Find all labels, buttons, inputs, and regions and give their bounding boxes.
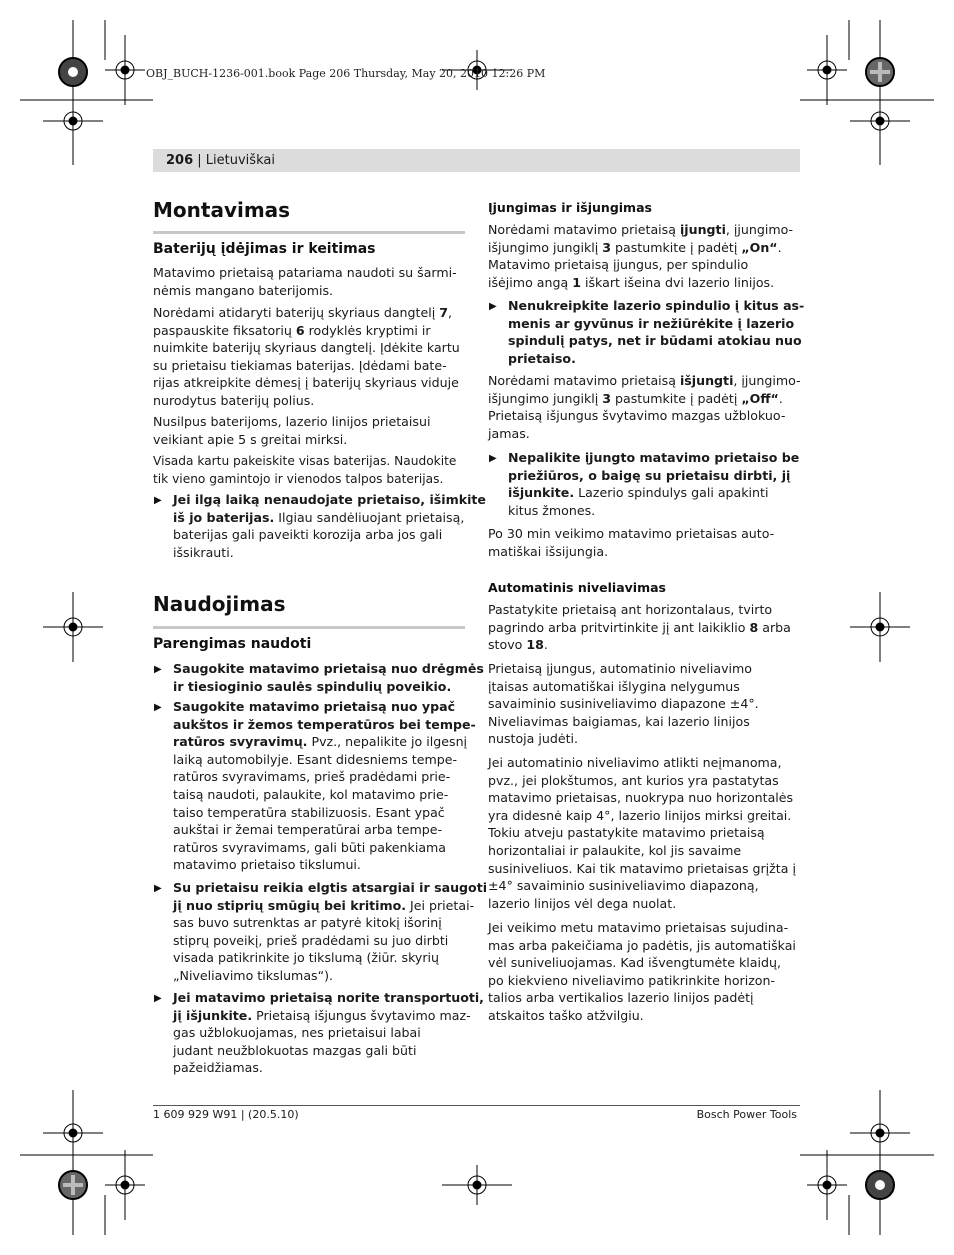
text-line: laiką automobilyje. Esant didesniems tempe- xyxy=(173,751,457,767)
text-line: ratūros svyravimams, prieš pradėdami prie- xyxy=(173,769,451,785)
bullet-arrow-icon: ▶ xyxy=(154,883,162,894)
text-line: yra didesnė kaip 4°, lazerio linijos mirksi greitai. xyxy=(488,807,792,823)
footer-doc-number: 1 609 929 W91 | (20.5.10) xyxy=(153,1108,299,1121)
bullet-transport xyxy=(153,989,484,1077)
text-line: nustoja judėti. xyxy=(488,731,579,747)
text-line: išjungimo jungiklį 3 pastumkite į padėtį „Off“. xyxy=(488,390,783,406)
bullet-arrow-icon: ▶ xyxy=(154,702,162,713)
text-line: kitus žmones. xyxy=(508,502,596,518)
text-line: baterijas gali paveikti korozija arba jos gali xyxy=(173,527,443,543)
text-line: savaiminio susiniveliavimo diapazone ±4°. xyxy=(488,696,759,712)
heading-parengimas xyxy=(153,636,465,652)
page-number: 206 xyxy=(166,153,194,168)
paragraph-auto-off xyxy=(488,525,800,560)
text-line: nėmis mangano baterijomis. xyxy=(153,282,334,298)
text-line: po kiekvieno niveliavimo patikrinkite horizon- xyxy=(488,972,776,988)
text-line: rijas atkreipkite dėmesį į baterijų skyriaus viduje xyxy=(153,375,459,391)
text-line: Prietaisą išjungus švytavimo mazgas užblokuo- xyxy=(488,408,786,424)
paragraph-battery-replace xyxy=(153,453,465,488)
print-info: OBJ_BUCH-1236-001.book Page 206 Thursday, May 20, 2010 12:26 PM xyxy=(146,67,546,80)
text-line: gas užblokuojamas, nes prietaisui labai xyxy=(173,1025,421,1041)
text-line: Jei matavimo prietaisą norite transportuoti, xyxy=(173,990,484,1005)
text-line: aukštai ir žemai temperatūrai arba tempe- xyxy=(173,822,442,838)
text-line: pagrindo arba pritvirtinkite jį ant laikiklio 8 arba xyxy=(488,619,791,635)
text-line: Jei veikimo metu matavimo prietaisas sujudina- xyxy=(488,920,789,935)
bullet-temperature xyxy=(153,698,476,874)
text-line: lazerio linijos vėl dega nuolat. xyxy=(488,895,677,911)
text-line: išjungimo jungiklį 3 pastumkite į padėtį „On“. xyxy=(488,239,782,255)
text-line: pažeidžiamas. xyxy=(173,1060,263,1076)
heading-parengimas-text: Parengimas naudoti xyxy=(153,636,312,652)
text-line: jį nuo stiprių smūgių bei kritimo. Jei prietai- xyxy=(173,897,475,913)
text-line: sas buvo sutrenktas ar patyrė kitokį išorinį xyxy=(173,915,442,931)
text-line: paspauskite fiksatorių 6 rodyklės kryptimi ir xyxy=(153,322,431,338)
text-line: Su prietaisu reikia elgtis atsargiai ir saugoti xyxy=(173,880,488,895)
text-line: Pastatykite prietaisą ant horizontalaus, tvirto xyxy=(488,602,773,617)
page-header-text: 206 | Lietuviškai xyxy=(166,153,275,168)
heading-rule xyxy=(153,231,465,234)
bullet-laser-warning xyxy=(488,297,805,367)
paragraph-level-fail xyxy=(488,754,800,912)
bullet-arrow-icon: ▶ xyxy=(489,301,497,312)
text-line: pvz., jei plokštumos, ant kurios yra pastatytas xyxy=(488,772,779,788)
text-line: Saugokite matavimo prietaisą nuo ypač xyxy=(173,699,456,714)
text-line: veikiant apie 5 s greitai mirksi. xyxy=(153,431,348,447)
text-line: judant neužblokuotas mazgas gali būti xyxy=(173,1042,417,1058)
text-line: susiniveliuos. Kai tik matavimo prietaisas grįžta į xyxy=(488,860,796,876)
text-line: Matavimo prietaisą įjungus, per spindulio xyxy=(488,257,749,273)
paragraph-battery-low xyxy=(153,413,465,448)
text-line: menis ar gyvūnus ir nežiūrėkite į lazerio xyxy=(508,315,795,331)
text-line: tik vieno gamintojo ir vienodos talpos baterijas. xyxy=(153,471,444,486)
paragraph-battery-type xyxy=(153,264,465,299)
paragraph-switch-on xyxy=(488,221,800,291)
text-line: nuimkite baterijų skyriaus dangtelį. Įdėkite kartu xyxy=(153,340,460,356)
text-line: horizontaliai ir palaukite, kol jis savaime xyxy=(488,842,742,858)
text-line: Matavimo prietaisą patariama naudoti su šarmi- xyxy=(153,265,457,280)
paragraph-placement xyxy=(488,601,800,654)
text-line: Nusilpus baterijoms, lazerio linijos prietaisui xyxy=(153,414,431,429)
text-line: jamas. xyxy=(488,425,530,441)
text-line: matavimo prietaiso tikslumui. xyxy=(173,857,361,873)
bullet-unattended xyxy=(488,449,800,519)
paragraph-auto-level xyxy=(488,660,800,748)
text-line: Visada kartu pakeiskite visas baterijas. Naudokite xyxy=(153,454,457,468)
text-line: stiprų poveikį, prieš pradėdami su juo dirbti xyxy=(173,932,449,948)
heading-rule xyxy=(153,626,465,629)
text-line: jį išjunkite. Prietaisą išjungus švytavimo maz- xyxy=(173,1007,471,1023)
paragraph-relevel xyxy=(488,919,800,1025)
text-line: Norėdami matavimo prietaisą išjungti, įjungimo- xyxy=(488,373,801,388)
bullet-handle-carefully xyxy=(153,879,488,985)
text-line: atskaitos taško atžvilgiu. xyxy=(488,1007,644,1023)
text-line: mas arba pakeičiama jo padėtis, jis automatiškai xyxy=(488,937,796,953)
heading-ijungimas: Įjungimas ir išjungimas xyxy=(488,200,652,215)
text-line: išsikrauti. xyxy=(173,544,234,560)
section-language: Lietuviškai xyxy=(205,153,275,168)
text-line: stovo 18. xyxy=(488,637,548,653)
bullet-arrow-icon: ▶ xyxy=(154,993,162,1004)
text-line: Norėdami atidaryti baterijų skyriaus dangtelį 7, xyxy=(153,305,452,320)
text-line: įtaisas automatiškai išlygina nelygumus xyxy=(488,678,740,694)
text-line: taiso temperatūra stabilizuosis. Esant ypač xyxy=(173,804,445,820)
paragraph-switch-off xyxy=(488,372,800,442)
text-line: ratūros svyravimų. Pvz., nepalikite jo ilgesnį xyxy=(173,734,468,750)
text-line: Jei ilgą laiką nenaudojate prietaiso, išimkite xyxy=(173,492,486,507)
text-line: Jei automatinio niveliavimo atlikti neįmanoma, xyxy=(488,755,782,770)
text-line: Nepalikite įjungto matavimo prietaiso be xyxy=(508,450,800,465)
bullet-moisture xyxy=(153,660,484,695)
text-line: priežiūros, o baigę su prietaisu dirbti, jį xyxy=(508,467,791,483)
heading-baterijos xyxy=(153,241,465,257)
heading-montavimas: Montavimas xyxy=(153,198,291,222)
text-line: prietaiso. xyxy=(508,350,576,366)
heading-naudojimas: Naudojimas xyxy=(153,592,286,616)
text-line: Prietaisą įjungus, automatinio niveliavimo xyxy=(488,661,753,676)
footer-brand: Bosch Power Tools xyxy=(696,1108,797,1121)
heading-automatinis: Automatinis niveliavimas xyxy=(488,580,666,595)
heading-baterijos-text: Baterijų įdėjimas ir keitimas xyxy=(153,241,376,257)
text-line: išėjimo angą 1 iškart išeina dvi lazerio linijos. xyxy=(488,274,775,290)
text-line: ir tiesioginio saulės spindulių poveikio. xyxy=(173,678,452,694)
text-line: Saugokite matavimo prietaisą nuo drėgmės xyxy=(173,661,484,676)
text-line: iš jo baterijas. Ilgiau sandėliuojant prietaisą, xyxy=(173,509,465,525)
text-line: Norėdami matavimo prietaisą įjungti, įjungimo- xyxy=(488,222,794,237)
text-line: aukštos ir žemos temperatūros bei tempe- xyxy=(173,716,476,732)
text-line: su prietaisu tiekiamas baterijas. Įdėdami bate- xyxy=(153,357,447,373)
text-line: matavimo prietaisas, nuokrypa nuo horizontalės xyxy=(488,790,794,806)
text-line: vėl suniveliuojamas. Kad išvengtumėte klaidų, xyxy=(488,955,781,971)
text-line: talios arba vertikalios lazerio linijos padėtį xyxy=(488,990,754,1006)
text-line: „Niveliavimo tikslumas“). xyxy=(173,967,334,983)
bullet-remove-batteries xyxy=(153,491,486,561)
bullet-arrow-icon: ▶ xyxy=(489,453,497,464)
text-line: visada patikrinkite jo tikslumą (žiūr. skyrių xyxy=(173,950,440,966)
text-line: taisą naudoti, palaukite, kol matavimo prie- xyxy=(173,786,449,802)
text-line: išjunkite. Lazerio spindulys gali apakinti xyxy=(508,485,769,501)
text-line: Po 30 min veikimo matavimo prietaisas auto- xyxy=(488,526,775,541)
text-line: matiškai išsijungia. xyxy=(488,543,609,559)
text-line: nurodytus baterijų polius. xyxy=(153,392,315,408)
text-line: spindulį patys, net ir būdami atokiau nuo xyxy=(508,333,802,349)
text-line: ±4° savaiminio susiniveliavimo diapazoną, xyxy=(488,878,759,894)
bullet-arrow-icon: ▶ xyxy=(154,495,162,506)
text-line: Nenukreipkite lazerio spindulio į kitus as- xyxy=(508,298,805,313)
bullet-arrow-icon: ▶ xyxy=(154,664,162,675)
text-line: Tokiu atveju pastatykite matavimo prietaisą xyxy=(488,825,765,841)
text-line: ratūros svyravimams, gali būti pakenkiama xyxy=(173,839,447,855)
footer-rule xyxy=(153,1105,800,1106)
paragraph-battery-insert xyxy=(153,304,465,410)
page-header xyxy=(153,149,800,172)
text-line: Niveliavimas baigiamas, kai lazerio linijos xyxy=(488,713,750,729)
